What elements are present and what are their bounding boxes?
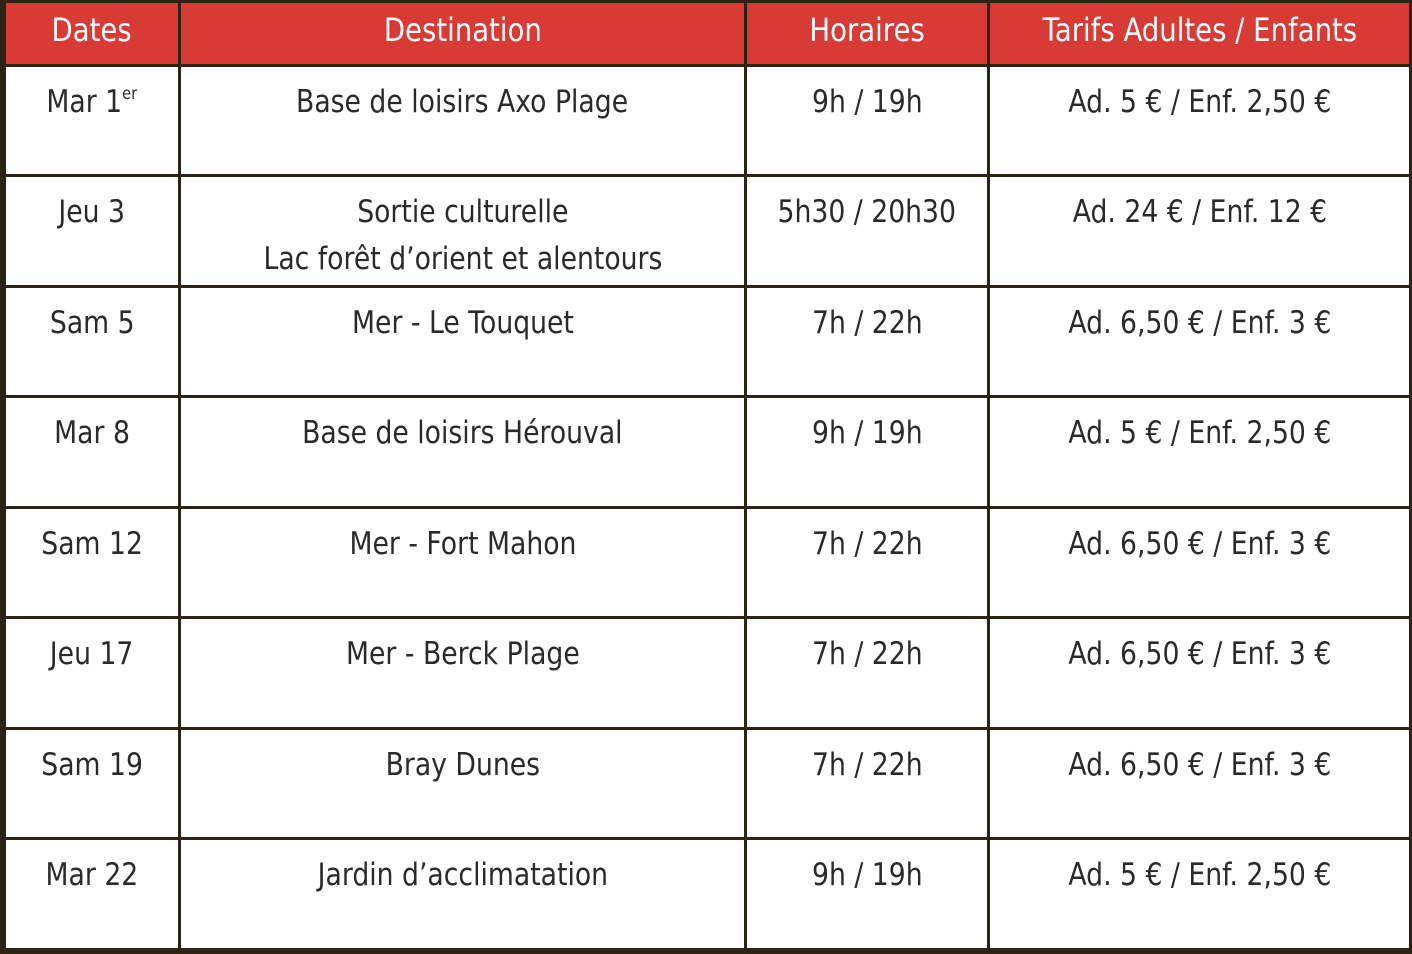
date-text xyxy=(50,631,134,678)
destination-line-wrapper xyxy=(185,521,740,568)
table-row xyxy=(5,286,1411,397)
date-text xyxy=(41,742,143,789)
date-value: Sam 19 xyxy=(41,746,143,783)
cell-horaires xyxy=(746,176,989,287)
destination-line: Jardin d’acclimatation xyxy=(317,857,608,894)
horaires-value: 9h / 19h xyxy=(811,415,923,452)
date-value: Jeu 3 xyxy=(58,194,126,231)
cell-tarifs xyxy=(989,65,1411,176)
schedule-table xyxy=(3,3,1412,951)
date-value: Jeu 17 xyxy=(50,636,134,673)
cell-date xyxy=(5,728,180,839)
header-destination-label: Destination xyxy=(383,11,542,50)
date-value: Mar 8 xyxy=(54,415,130,452)
date-value: Sam 12 xyxy=(41,525,143,562)
table-body xyxy=(5,65,1411,950)
destination-line: Base de loisirs Hérouval xyxy=(302,415,623,452)
tarifs-value: Ad. 5 € / Enf. 2,50 € xyxy=(1068,83,1331,120)
cell-horaires xyxy=(746,65,989,176)
cell-horaires xyxy=(746,728,989,839)
destination-line: Base de loisirs Axo Plage xyxy=(296,83,629,120)
cell-horaires xyxy=(746,397,989,508)
date-text xyxy=(50,300,135,347)
cell-destination xyxy=(180,65,746,176)
header-horaires-label: Horaires xyxy=(809,11,925,50)
horaires-value: 9h / 19h xyxy=(811,83,923,120)
cell-tarifs xyxy=(989,618,1411,729)
date-text xyxy=(54,410,130,457)
date-text xyxy=(46,852,139,899)
destination-line-wrapper xyxy=(185,410,740,457)
cell-destination xyxy=(180,397,746,508)
cell-horaires xyxy=(746,618,989,729)
date-text xyxy=(47,79,138,126)
cell-destination xyxy=(180,507,746,618)
horaires-value: 7h / 22h xyxy=(811,636,923,673)
destination-line-wrapper xyxy=(185,300,740,347)
table-row xyxy=(5,618,1411,729)
table-row xyxy=(5,65,1411,176)
date-text xyxy=(59,189,126,236)
table-header xyxy=(5,3,1411,65)
date-value: Sam 5 xyxy=(49,304,135,341)
tarifs-value: Ad. 24 € / Enf. 12 € xyxy=(1072,194,1327,231)
table-row xyxy=(5,507,1411,618)
destination-line: Mer - Le Touquet xyxy=(351,304,574,341)
cell-tarifs xyxy=(989,176,1411,287)
cell-horaires xyxy=(746,507,989,618)
header-tarifs-label: Tarifs Adultes / Enfants xyxy=(1042,11,1357,50)
cell-date xyxy=(5,397,180,508)
horaires-value: 9h / 19h xyxy=(811,857,923,894)
destination-line: Sortie culturelle xyxy=(356,194,569,231)
cell-tarifs xyxy=(989,507,1411,618)
cell-tarifs xyxy=(989,286,1411,397)
cell-date xyxy=(5,507,180,618)
cell-destination xyxy=(180,618,746,729)
destination-line-wrapper xyxy=(185,79,740,126)
cell-tarifs xyxy=(989,397,1411,508)
cell-destination xyxy=(180,286,746,397)
tarifs-value: Ad. 6,50 € / Enf. 3 € xyxy=(1068,636,1331,673)
cell-tarifs xyxy=(989,839,1411,950)
tarifs-value: Ad. 6,50 € / Enf. 3 € xyxy=(1068,304,1331,341)
destination-line-wrapper xyxy=(185,631,740,678)
tarifs-value: Ad. 6,50 € / Enf. 3 € xyxy=(1068,525,1331,562)
destination-line: Mer - Berck Plage xyxy=(345,636,580,673)
destination-line: Lac forêt d’orient et alentours xyxy=(263,241,662,278)
horaires-value: 7h / 22h xyxy=(811,525,923,562)
tarifs-value: Ad. 6,50 € / Enf. 3 € xyxy=(1068,746,1331,783)
cell-date xyxy=(5,176,180,287)
header-dates xyxy=(5,3,180,65)
destination-line: Mer - Fort Mahon xyxy=(349,525,576,562)
table-row xyxy=(5,397,1411,508)
tarifs-value: Ad. 5 € / Enf. 2,50 € xyxy=(1068,415,1331,452)
header-tarifs xyxy=(989,3,1411,65)
date-value: Mar 1 xyxy=(46,83,123,120)
table-row xyxy=(5,176,1411,287)
destination-line-wrapper xyxy=(185,852,740,899)
destination-line-wrapper xyxy=(185,236,740,283)
cell-destination xyxy=(180,176,746,287)
date-value: Mar 22 xyxy=(45,857,139,894)
date-ordinal-suffix: er xyxy=(122,83,138,104)
header-horaires xyxy=(746,3,989,65)
cell-date xyxy=(5,839,180,950)
cell-date xyxy=(5,618,180,729)
cell-horaires xyxy=(746,839,989,950)
cell-horaires xyxy=(746,286,989,397)
cell-date xyxy=(5,65,180,176)
destination-line-wrapper xyxy=(185,189,740,236)
cell-destination xyxy=(180,728,746,839)
horaires-value: 7h / 22h xyxy=(811,304,923,341)
table-row xyxy=(5,728,1411,839)
header-destination xyxy=(180,3,746,65)
destination-line: Bray Dunes xyxy=(385,746,540,783)
horaires-value: 7h / 22h xyxy=(811,746,923,783)
cell-tarifs xyxy=(989,728,1411,839)
header-row xyxy=(5,3,1411,65)
date-text xyxy=(41,521,143,568)
cell-date xyxy=(5,286,180,397)
header-dates-label: Dates xyxy=(51,11,133,50)
cell-destination xyxy=(180,839,746,950)
horaires-value: 5h30 / 20h30 xyxy=(777,194,957,231)
tarifs-value: Ad. 5 € / Enf. 2,50 € xyxy=(1068,857,1331,894)
destination-line-wrapper xyxy=(185,742,740,789)
table-row xyxy=(5,839,1411,950)
